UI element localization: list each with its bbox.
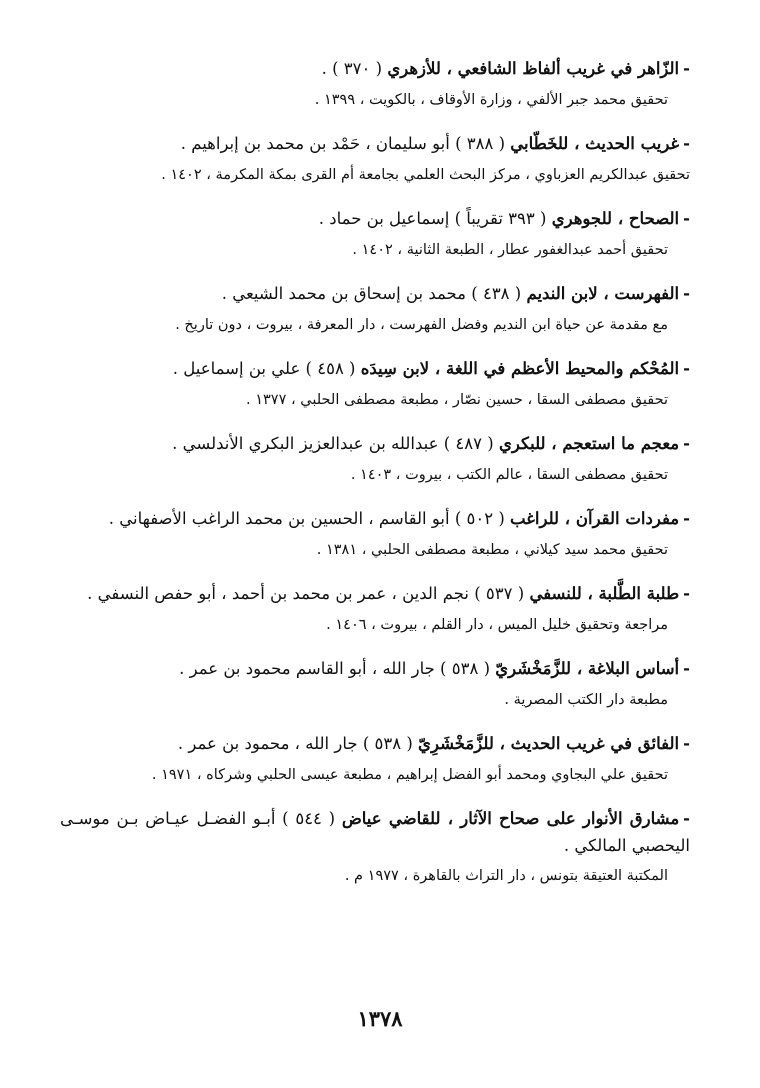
page-number: ١٣٧٨ [357, 1006, 403, 1031]
entry-title: الفائق في غريب الحديث ، للزَّمَخْشَرِيّ [418, 734, 680, 753]
entry-publication-note: مع مقدمة عن حياة ابن النديم وفضل الفهرست ، دار المعرفة ، بيروت ، دون تاريخ . [175, 317, 668, 333]
entry-title: غريب الحديث ، للخَطّابي [510, 134, 680, 153]
entry-publication-note: تحقيق محمد جبر الألفي ، وزارة الأوقاف ، بالكويت ، ١٣٩٩ . [314, 92, 668, 108]
entry-title: المُحْكم والمحيط الأعظم في اللغة ، لابن سِيدَه [360, 359, 680, 378]
bibliography-entry [60, 575, 690, 650]
bibliography-entry [60, 500, 690, 575]
entry-title: مفردات القرآن ، للراغب [510, 509, 680, 528]
entry-main-line: -معجم ما استعجم ، للبكري ( ٤٨٧ ) عبدالله بن عبدالعزيز البكري الأندلسي . [172, 434, 690, 453]
entry-details: ( ٣٨٨ ) أبو سليمان ، حَمْد بن محمد بن إبراهيم . [180, 134, 506, 153]
entry-title: معجم ما استعجم ، للبكري [498, 434, 680, 453]
entry-publication-note: تحقيق مصطفى السقا ، عالم الكتب ، بيروت ، ١٤٠٣ . [350, 467, 668, 483]
entry-title: أساس البلاغة ، للزَّمَخْشَريّ [495, 659, 680, 678]
entry-publication-note: تحقيق عبدالكريم العزباوي ، مركز البحث العلمي بجامعة أم القرى بمكة المكرمة ، ١٤٠٢ . [161, 167, 690, 183]
entry-details: ( ٤٥٨ ) علي بن إسماعيل . [172, 359, 356, 378]
entry-main-line: -مفردات القرآن ، للراغب ( ٥٠٢ ) أبو القاسم ، الحسين بن محمد الراغب الأصفهاني . [108, 509, 690, 528]
entry-main-line: -طلبة الطَّلبة ، للنسفي ( ٥٣٧ ) نجم الدين ، عمر بن محمد بن أحمد ، أبو حفص النسفي . [87, 584, 690, 603]
bibliography-entry [60, 425, 690, 500]
entry-main-line: -الفهرست ، لابن النديم ( ٤٣٨ ) محمد بن إسحاق بن محمد الشيعي . [221, 284, 690, 303]
entry-title: الفهرست ، لابن النديم [526, 284, 680, 303]
entry-main-line: -المُحْكم والمحيط الأعظم في اللغة ، لابن سِيدَه ( ٤٥٨ ) علي بن إسماعيل . [172, 359, 690, 378]
entry-main-line: -الفائق في غريب الحديث ، للزَّمَخْشَرِيّ ( ٥٣٨ ) جار الله ، محمود بن عمر . [177, 734, 690, 753]
entry-publication-note: المكتبة العتيقة بتونس ، دار التراث بالقاهرة ، ١٩٧٧ م . [344, 868, 668, 884]
bibliography-entry [60, 350, 690, 425]
bibliography-entry [60, 800, 690, 901]
bibliography-entry [60, 50, 690, 125]
entry-publication-note: تحقيق محمد سيد كيلاني ، مطبعة مصطفى الحلبي ، ١٣٨١ . [316, 542, 668, 558]
entry-main-line: -مشارق الأنوار على صحاح الآثار ، للقاضي عياض ( ٥٤٤ ) أبـو الفضـل عيـاض بـن موسـى اليحصبي المالكي . [60, 809, 691, 855]
entry-publication-note: مراجعة وتحقيق خليل الميس ، دار القلم ، بيروت ، ١٤٠٦ . [326, 617, 668, 633]
bibliography-entry [60, 275, 690, 350]
entry-publication-note: مطبعة دار الكتب المصرية . [504, 692, 668, 708]
entry-details: ( ٥٣٨ ) جار الله ، أبو القاسم محمود بن عمر . [179, 659, 491, 678]
entry-title: مشارق الأنوار على صحاح الآثار ، للقاضي عياض [341, 809, 680, 828]
entry-details: ( ٥٤٤ ) أبـو الفضـل عيـاض بـن موسـى اليحصبي المالكي . [60, 809, 690, 855]
entry-main-line: -الزّاهر في غريب ألفاظ الشافعي ، للأزهري ( ٣٧٠ ) . [321, 59, 690, 78]
entry-details: ( ٣٩٣ تقريباً ) إسماعيل بن حماد . [318, 209, 547, 228]
entry-publication-note: تحقيق أحمد عبدالغفور عطار ، الطبعة الثانية ، ١٤٠٢ . [352, 242, 668, 258]
entry-title: طلبة الطَّلبة ، للنسفي [529, 584, 680, 603]
entry-main-line: -غريب الحديث ، للخَطّابي ( ٣٨٨ ) أبو سليمان ، حَمْد بن محمد بن إبراهيم . [180, 134, 690, 153]
entry-title: الصحاح ، للجوهري [551, 209, 680, 228]
bibliography-entry [60, 200, 690, 275]
entry-details: ( ٤٣٨ ) محمد بن إسحاق بن محمد الشيعي . [221, 284, 522, 303]
entry-publication-note: تحقيق علي البجاوي ومحمد أبو الفضل إبراهيم ، مطبعة عيسى الحلبي وشركاه ، ١٩٧١ . [151, 767, 668, 783]
entry-main-line: -الصحاح ، للجوهري ( ٣٩٣ تقريباً ) إسماعيل بن حماد . [318, 209, 690, 228]
bibliography-list [60, 50, 690, 901]
bibliography-entry [60, 650, 690, 725]
entry-details: ( ٤٨٧ ) عبدالله بن عبدالعزيز البكري الأندلسي . [172, 434, 494, 453]
entry-details: ( ٥٣٧ ) نجم الدين ، عمر بن محمد بن أحمد ، أبو حفص النسفي . [87, 584, 525, 603]
entry-title: الزّاهر في غريب ألفاظ الشافعي ، للأزهري [387, 59, 680, 78]
entry-details: ( ٥٠٢ ) أبو القاسم ، الحسين بن محمد الراغب الأصفهاني . [108, 509, 505, 528]
entry-details: ( ٣٧٠ ) . [321, 59, 383, 78]
entry-publication-note: تحقيق مصطفى السقا ، حسين نصّار ، مطبعة مصطفى الحلبي ، ١٣٧٧ . [246, 392, 668, 408]
entry-details: ( ٥٣٨ ) جار الله ، محمود بن عمر . [177, 734, 413, 753]
bibliography-entry [60, 125, 690, 200]
entry-main-line: -أساس البلاغة ، للزَّمَخْشَريّ ( ٥٣٨ ) جار الله ، أبو القاسم محمود بن عمر . [179, 659, 690, 678]
bibliography-entry [60, 725, 690, 800]
